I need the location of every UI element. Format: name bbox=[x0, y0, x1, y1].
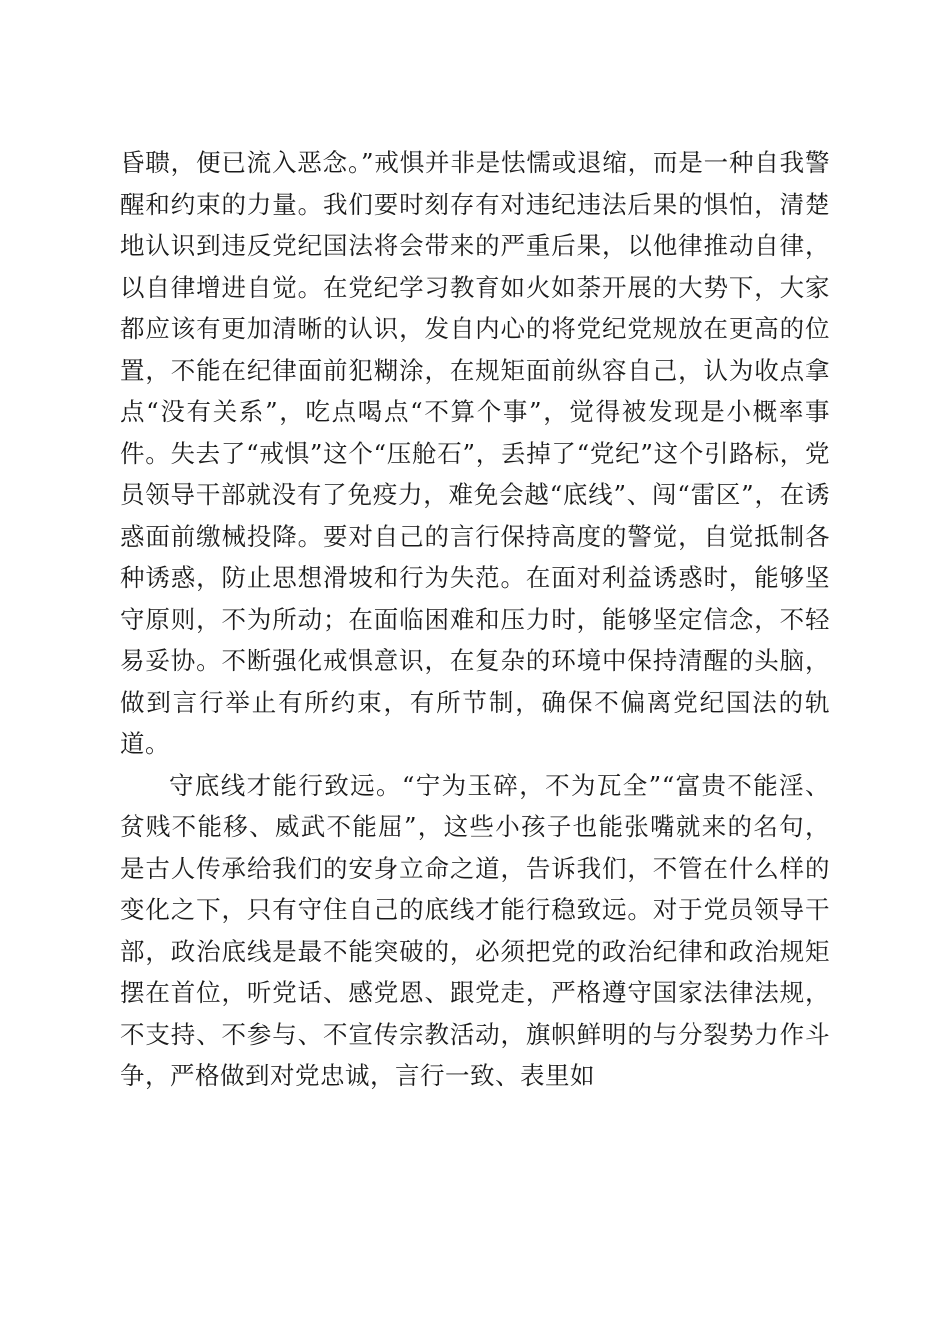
paragraph-continuation: 昏聩，便已流入恶念。”戒惧并非是怯懦或退缩，而是一种自我警醒和约束的力量。我们要时刻存有对违纪违法后果的惧怕，清楚地认识到违反党纪国法将会带来的严重后果，以他律推动自律，以自律增进自觉。在党纪学习教育如火如荼开展的大势下，大家都应该有更加清晰的认识，发自内心的将党纪党规放在更高的位置，不能在纪律面前犯糊涂，在规矩面前纵容自己，认为收点拿点“没有关系”，吃点喝点“不算个事”，觉得被发现是小概率事件。失去了“戒惧”这个“压舱石”，丢掉了“党纪”这个引路标，党员领导干部就没有了免疫力，难免会越“底线”、闯“雷区”，在诱惑面前缴械投降。要对自己的言行保持高度的警觉，自觉抵制各种诱惑，防止思想滑坡和行为失范。在面对利益诱惑时，能够坚守原则，不为所动；在面临困难和压力时，能够坚定信念，不轻易妥协。不断强化戒惧意识，在复杂的环境中保持清醒的头脑，做到言行举止有所约束，有所节制，确保不偏离党纪国法的轨道。 bbox=[120, 148, 830, 758]
paragraph-bottom-line: 守底线才能行致远。“宁为玉碎，不为瓦全”“富贵不能淫、贫贱不能移、威武不能屈”，这些小孩子也能张嘴就来的名句，是古人传承给我们的安身立命之道，告诉我们，不管在什么样的变化之下，只有守住自己的底线才能行稳致远。对于党员领导干部，政治底线是最不能突破的，必须把党的政治纪律和政治规矩摆在首位，听党话、感党恩、跟党走，严格遵守国家法律法规，不支持、不参与、不宣传宗教活动，旗帜鲜明的与分裂势力作斗争，严格做到对党忠诚，言行一致、表里如 bbox=[120, 770, 830, 1090]
document-body bbox=[120, 142, 830, 1097]
